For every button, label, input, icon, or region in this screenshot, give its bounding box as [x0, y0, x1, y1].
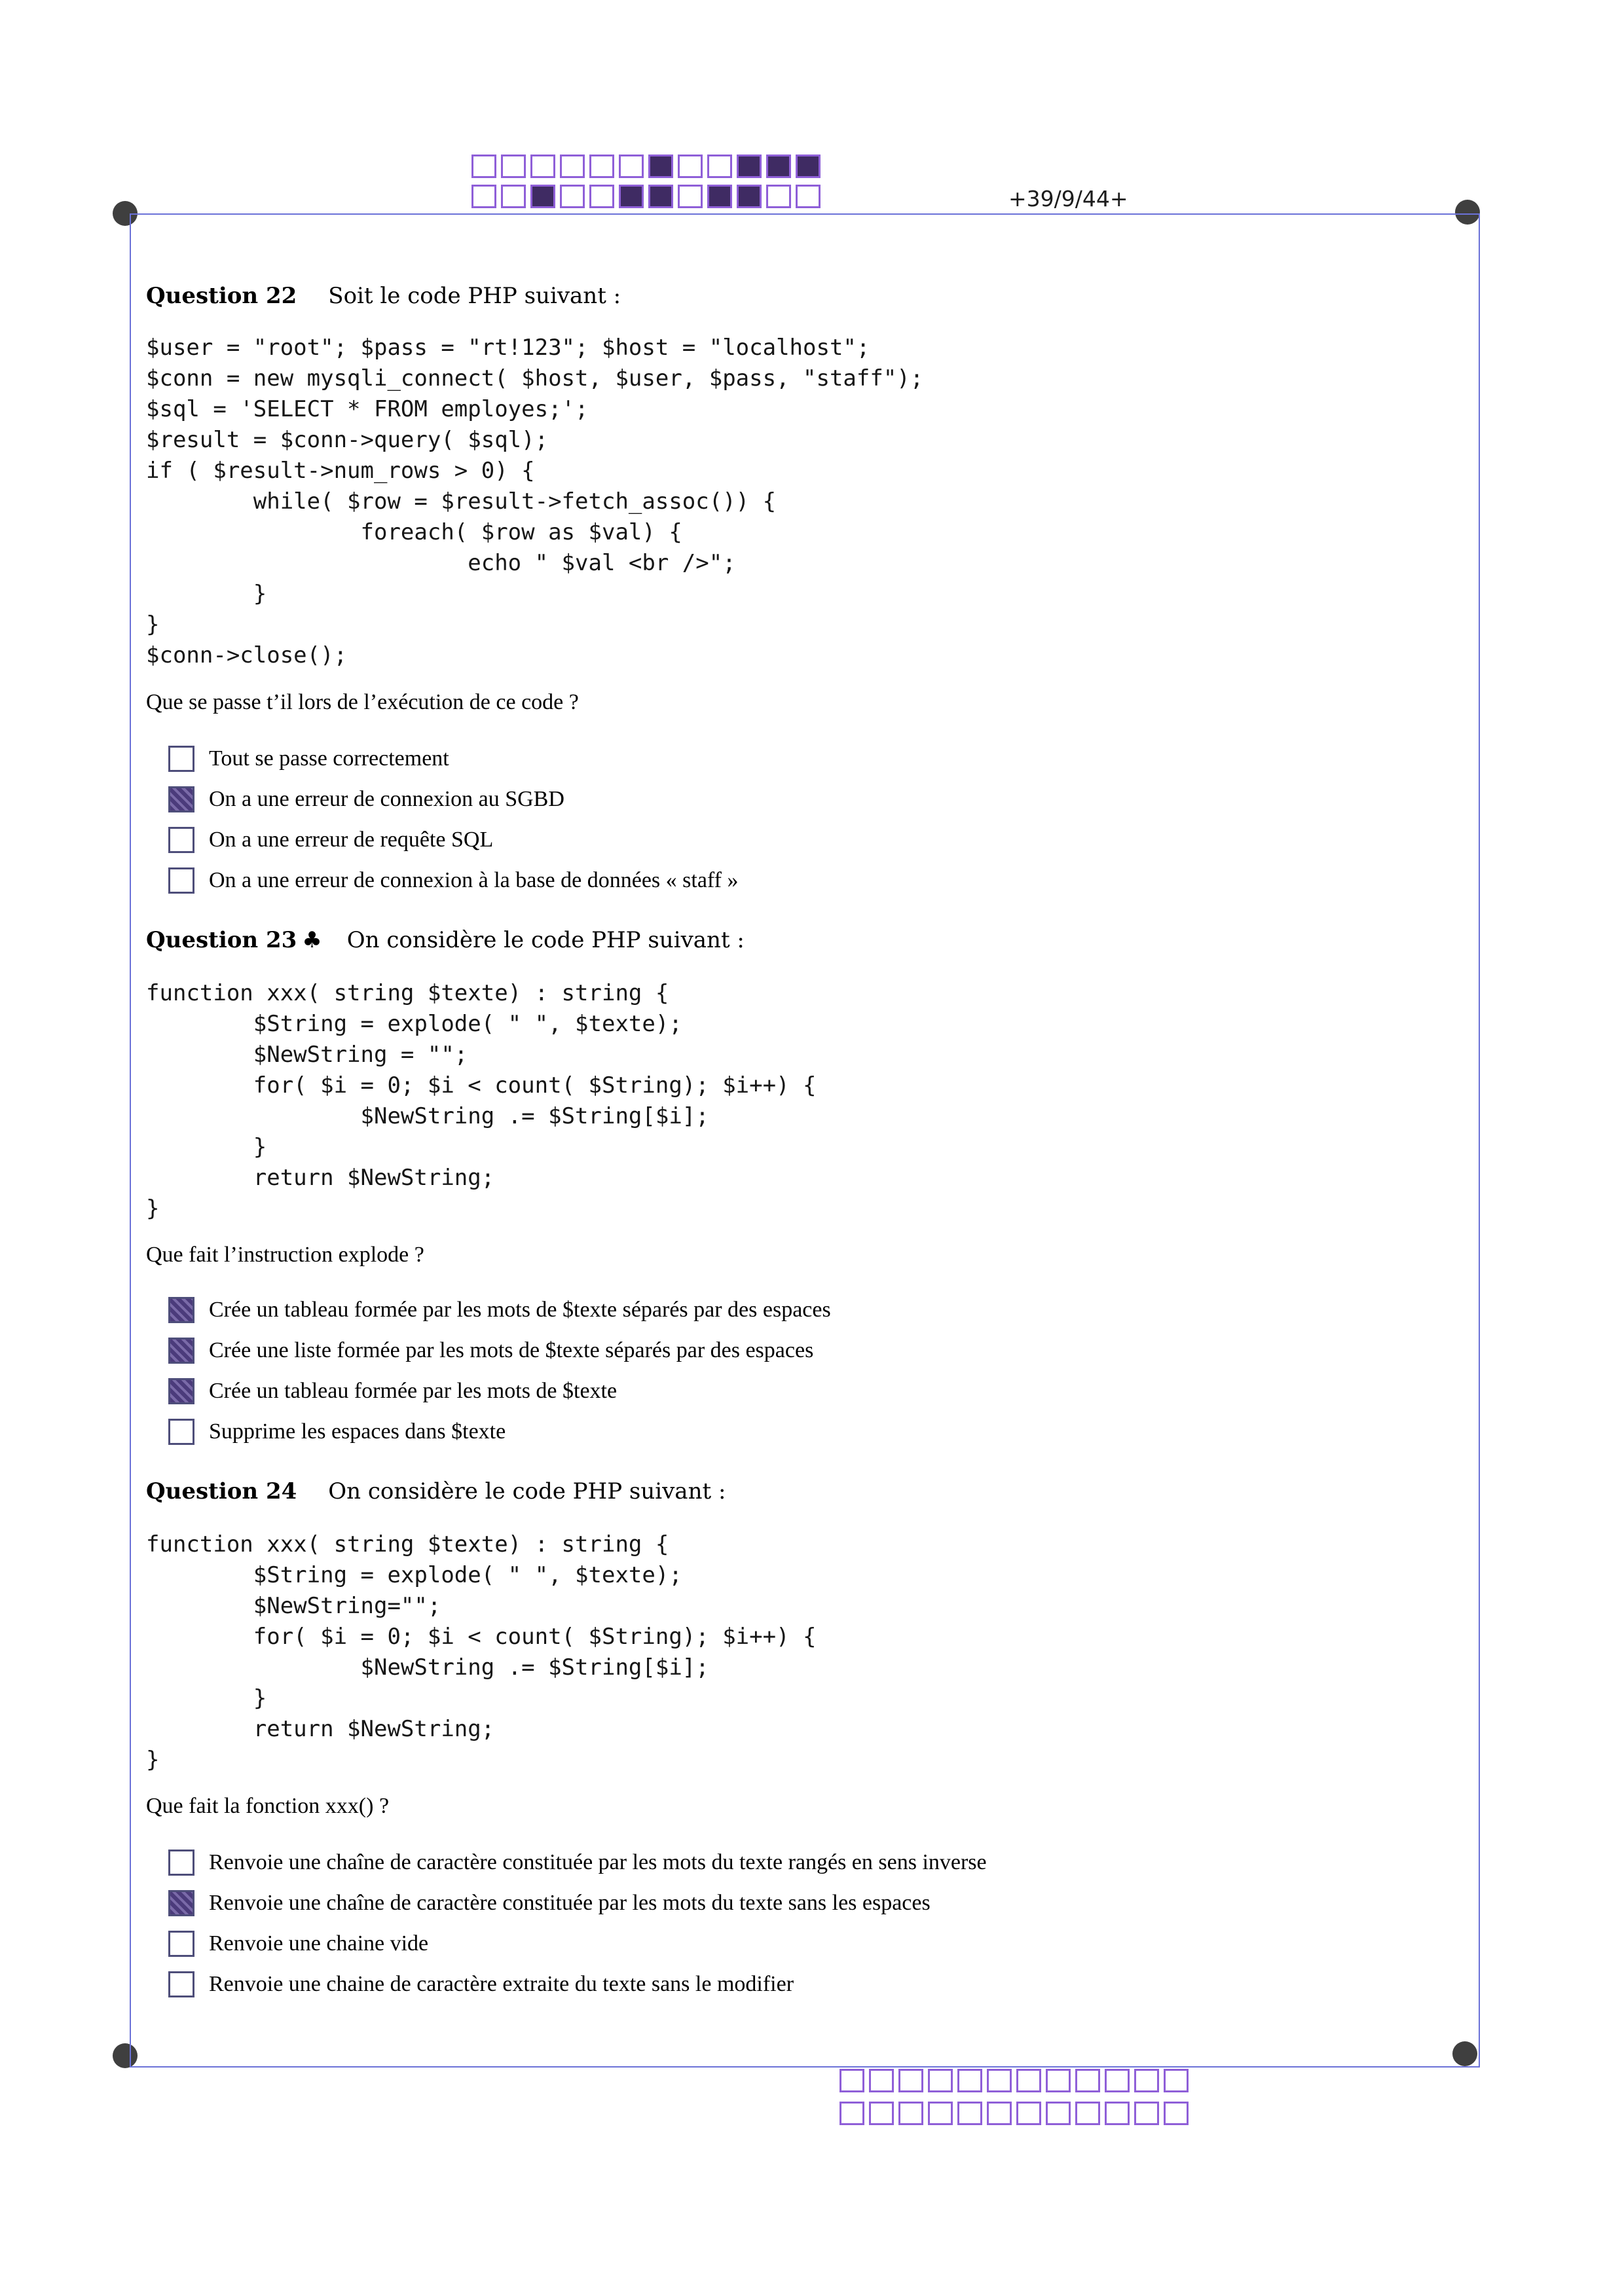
- question-24-code: function xxx( string $texte) : string { $String = explode( " ", $texte); $NewString=""; for( $i = 0; $i < count( $String); $i++) { $NewString .= $String[$i]; } return $NewString; }: [146, 1531, 817, 1773]
- answer-label: Renvoie une chaîne de caractère constituée par les mots du texte rangés en sens inverse: [209, 1850, 987, 1874]
- code-cell: [530, 155, 555, 178]
- code-cell: [501, 155, 526, 178]
- top-code-strip-1: [471, 155, 825, 178]
- question-intro: Soit le code PHP suivant :: [328, 283, 621, 309]
- code-cell: [957, 2102, 982, 2125]
- answer-checkbox[interactable]: [168, 786, 194, 812]
- code-cell: [589, 185, 614, 208]
- question-23-prompt: Que fait l’instruction explode ?: [146, 1243, 424, 1267]
- answer-label: On a une erreur de connexion à la base de données « staff »: [209, 868, 739, 892]
- answer-checkbox[interactable]: [168, 746, 194, 772]
- code-cell: [678, 185, 703, 208]
- answer-option[interactable]: [168, 1290, 831, 1330]
- answer-label: Crée un tableau formée par les mots de $texte: [209, 1379, 618, 1403]
- code-cell: [1105, 2069, 1130, 2092]
- code-cell: [1164, 2069, 1189, 2092]
- answer-option[interactable]: [168, 1923, 987, 1964]
- code-cell: [560, 185, 585, 208]
- code-cell: [869, 2102, 894, 2125]
- question-23-title: [146, 927, 745, 953]
- code-cell: [1016, 2102, 1041, 2125]
- code-cell: [619, 155, 644, 178]
- code-cell: [1046, 2069, 1071, 2092]
- answer-checkbox[interactable]: [168, 1850, 194, 1876]
- code-cell: [560, 155, 585, 178]
- code-cell: [898, 2102, 923, 2125]
- code-cell: [898, 2069, 923, 2092]
- answer-label: Crée un tableau formée par les mots de $texte séparés par des espaces: [209, 1298, 831, 1322]
- question-intro: On considère le code PHP suivant :: [328, 1478, 726, 1504]
- code-cell: [928, 2069, 953, 2092]
- club-icon: ♣: [302, 927, 322, 953]
- code-cell: [928, 2102, 953, 2125]
- answer-checkbox[interactable]: [168, 1338, 194, 1364]
- code-cell: [796, 155, 821, 178]
- code-cell: [1134, 2102, 1159, 2125]
- answer-option[interactable]: [168, 820, 738, 860]
- code-cell: [869, 2069, 894, 2092]
- code-cell: [648, 155, 673, 178]
- answer-label: Supprime les espaces dans $texte: [209, 1419, 506, 1444]
- question-22-title: [146, 283, 621, 309]
- code-cell: [1075, 2102, 1100, 2125]
- code-cell: [737, 155, 762, 178]
- question-23-code: function xxx( string $texte) : string { $String = explode( " ", $texte); $NewString = ""; for( $i = 0; $i < count( $String); $i++) { $NewString .= $String[$i]; } return $NewString; }: [146, 980, 817, 1222]
- answer-label: On a une erreur de connexion au SGBD: [209, 787, 564, 811]
- answer-checkbox[interactable]: [168, 1378, 194, 1404]
- code-cell: [1164, 2102, 1189, 2125]
- question-24-answers: [168, 1842, 987, 2005]
- code-cell: [471, 185, 496, 208]
- answer-checkbox[interactable]: [168, 827, 194, 853]
- answer-checkbox[interactable]: [168, 867, 194, 894]
- question-intro: On considère le code PHP suivant :: [346, 927, 745, 953]
- answer-option[interactable]: [168, 1412, 831, 1452]
- code-cell: [1134, 2069, 1159, 2092]
- question-22-answers: [168, 738, 738, 901]
- code-cell: [678, 155, 703, 178]
- answer-option[interactable]: [168, 1330, 831, 1371]
- top-code-strip-2: [471, 185, 825, 208]
- code-cell: [766, 185, 791, 208]
- answer-label: Renvoie une chaîne de caractère constituée par les mots du texte sans les espaces: [209, 1891, 931, 1915]
- answer-checkbox[interactable]: [168, 1931, 194, 1957]
- code-cell: [1105, 2102, 1130, 2125]
- code-cell: [840, 2069, 864, 2092]
- question-number: Question 24: [146, 1478, 297, 1504]
- answer-label: Crée une liste formée par les mots de $texte séparés par des espaces: [209, 1338, 814, 1362]
- code-cell: [1075, 2069, 1100, 2092]
- code-cell: [737, 185, 762, 208]
- answer-label: On a une erreur de requête SQL: [209, 828, 494, 852]
- question-22-code: $user = "root"; $pass = "rt!123"; $host = "localhost"; $conn = new mysqli_connect( $host, $user, $pass, "staff"); $sql = 'SELECT * FROM employes;'; $result = $conn->query( $sql); if ( $result->num_rows > 0) { while( $row = $result->fetch_assoc()) { foreach( $row as $val) { echo " $val <br />"; } } $conn->close();: [146, 335, 924, 668]
- code-cell: [1016, 2069, 1041, 2092]
- answer-option[interactable]: [168, 1964, 987, 2005]
- question-24-prompt: Que fait la fonction xxx() ?: [146, 1794, 390, 1818]
- code-cell: [987, 2102, 1012, 2125]
- answer-checkbox[interactable]: [168, 1419, 194, 1445]
- page-id: +39/9/44+: [1008, 186, 1128, 211]
- answer-option[interactable]: [168, 1842, 987, 1883]
- question-number: Question 23: [146, 927, 297, 953]
- code-cell: [530, 185, 555, 208]
- question-23-answers: [168, 1290, 831, 1452]
- answer-label: Tout se passe correctement: [209, 746, 449, 771]
- code-cell: [707, 155, 732, 178]
- bottom-code-strip-2: [840, 2102, 1193, 2125]
- bottom-code-strip-1: [840, 2069, 1193, 2092]
- answer-option[interactable]: [168, 1883, 987, 1923]
- code-cell: [619, 185, 644, 208]
- answer-checkbox[interactable]: [168, 1971, 194, 1997]
- code-cell: [957, 2069, 982, 2092]
- code-cell: [589, 155, 614, 178]
- question-24-title: [146, 1478, 726, 1504]
- answer-checkbox[interactable]: [168, 1890, 194, 1916]
- code-cell: [648, 185, 673, 208]
- answer-label: Renvoie une chaine vide: [209, 1931, 429, 1956]
- code-cell: [1046, 2102, 1071, 2125]
- code-cell: [796, 185, 821, 208]
- answer-option[interactable]: [168, 860, 738, 901]
- answer-label: Renvoie une chaine de caractère extraite du texte sans le modifier: [209, 1972, 794, 1996]
- answer-option[interactable]: [168, 779, 738, 820]
- code-cell: [987, 2069, 1012, 2092]
- answer-option[interactable]: [168, 1371, 831, 1412]
- code-cell: [707, 185, 732, 208]
- question-number: Question 22: [146, 283, 297, 309]
- question-22-prompt: Que se passe t’il lors de l’exécution de ce code ?: [146, 690, 579, 714]
- answer-checkbox[interactable]: [168, 1297, 194, 1323]
- code-cell: [501, 185, 526, 208]
- code-cell: [471, 155, 496, 178]
- code-cell: [840, 2102, 864, 2125]
- code-cell: [766, 155, 791, 178]
- answer-option[interactable]: [168, 738, 738, 779]
